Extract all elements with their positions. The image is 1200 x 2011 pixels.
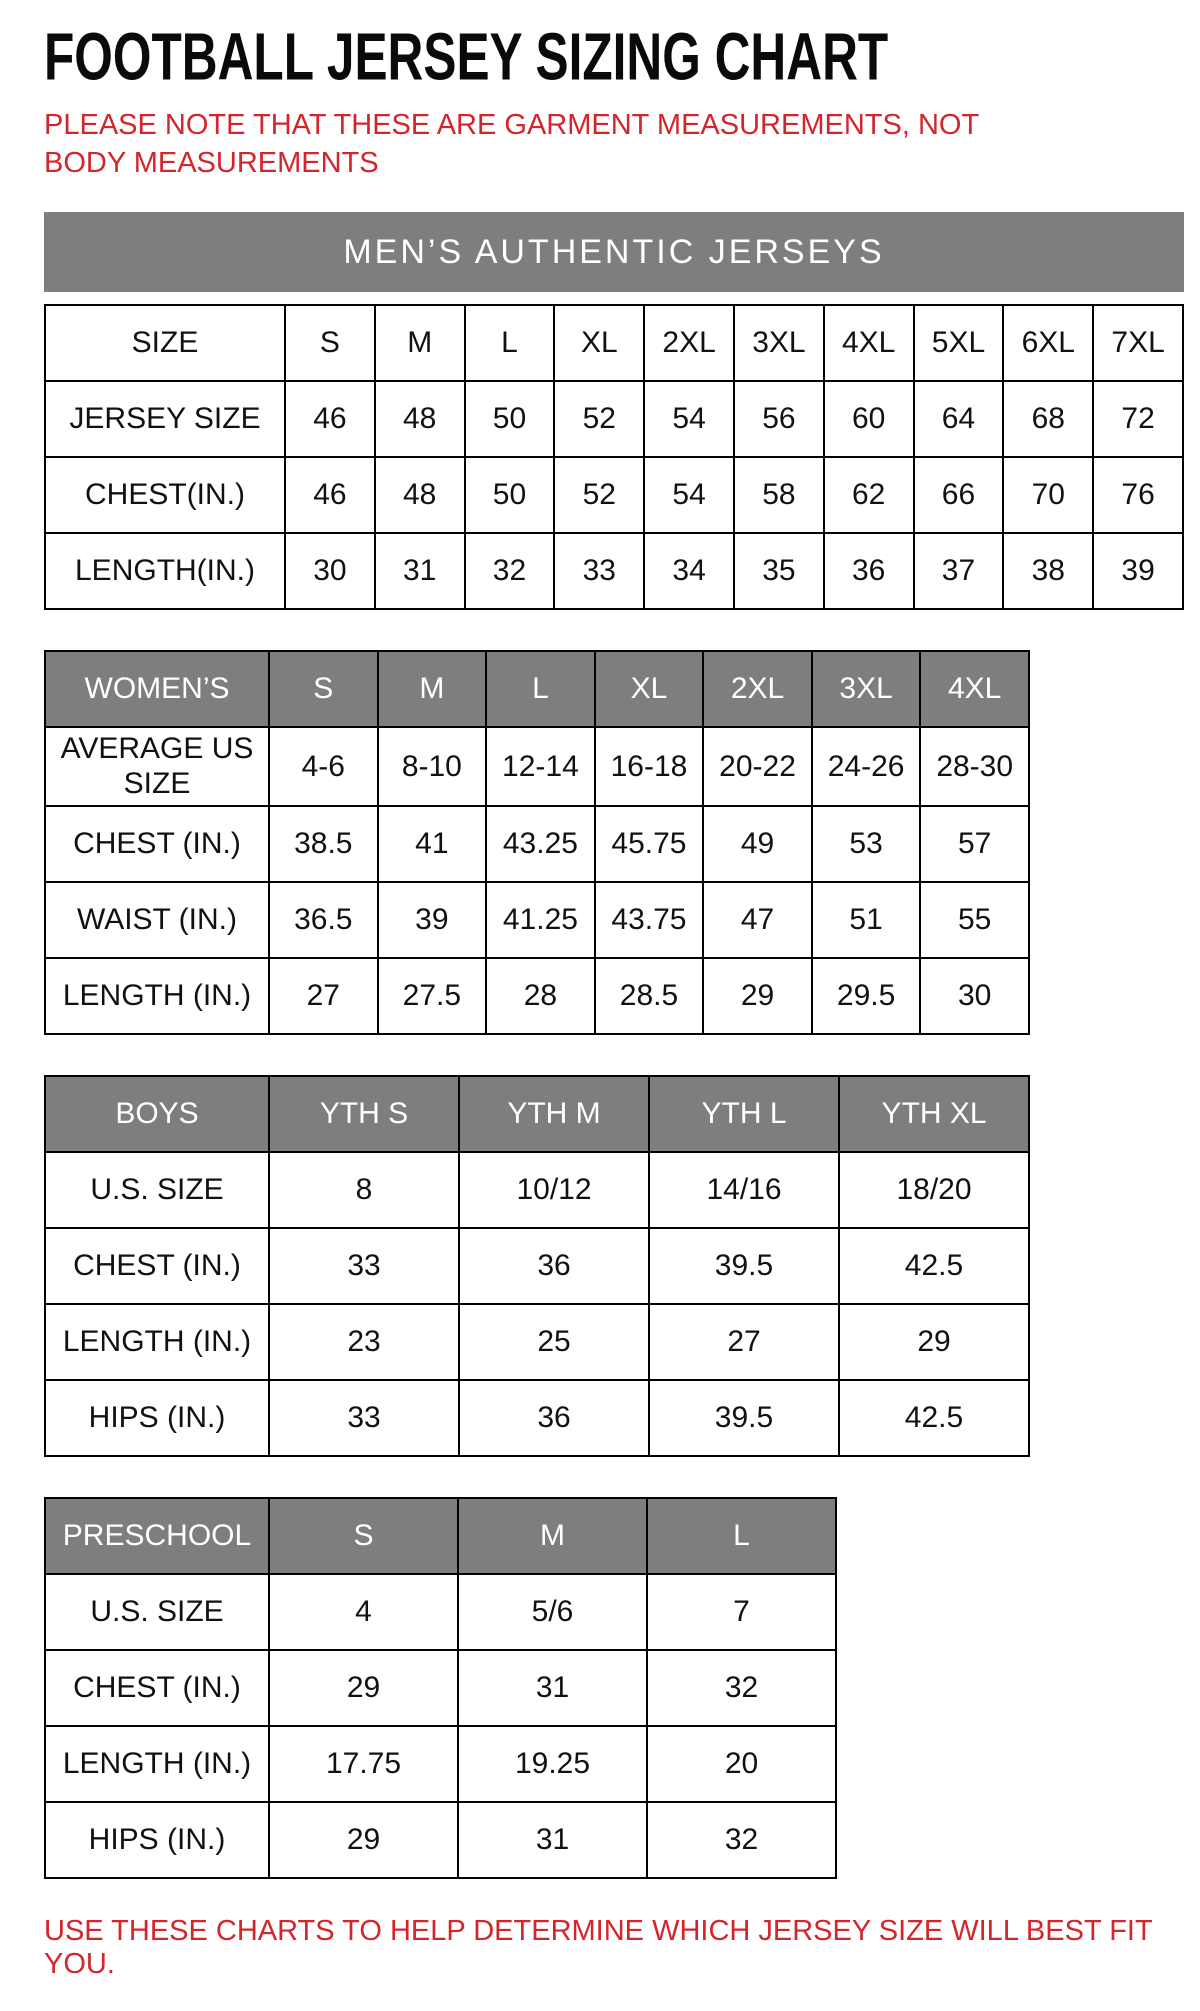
data-cell: 16-18 [595,727,704,806]
row-label-cell: WAIST (IN.) [45,882,269,958]
data-cell: 24-26 [812,727,921,806]
data-cell: 33 [554,533,644,609]
size-header-cell: 3XL [734,305,824,381]
data-cell: 23 [269,1304,459,1380]
data-cell: 42.5 [839,1228,1029,1304]
data-cell: 50 [465,381,555,457]
data-cell: 34 [644,533,734,609]
row-label-cell: LENGTH (IN.) [45,958,269,1034]
data-cell: 30 [285,533,375,609]
size-header-cell: 3XL [812,651,921,727]
data-cell: 39 [1093,533,1183,609]
data-cell: 46 [285,381,375,457]
data-cell: 39 [378,882,487,958]
data-cell: 48 [375,381,465,457]
size-header-cell: YTH L [649,1076,839,1152]
data-cell: 18/20 [839,1152,1029,1228]
data-cell: 70 [1003,457,1093,533]
corner-header-cell: PRESCHOOL [45,1498,269,1574]
table-row [45,1574,836,1650]
data-cell: 62 [824,457,914,533]
table-row [45,1152,1029,1228]
data-cell: 36.5 [269,882,378,958]
data-cell: 48 [375,457,465,533]
size-header-cell: 6XL [1003,305,1093,381]
data-cell: 64 [914,381,1004,457]
data-cell: 27 [649,1304,839,1380]
data-cell: 76 [1093,457,1183,533]
table-row [45,1650,836,1726]
header-row [45,1498,836,1574]
preschool-sizing-table [44,1497,837,1879]
size-header-cell: XL [554,305,644,381]
data-cell: 66 [914,457,1004,533]
size-header-cell: S [269,651,378,727]
size-header-cell: 2XL [644,305,734,381]
data-cell: 19.25 [458,1726,647,1802]
data-cell: 36 [459,1380,649,1456]
row-label-cell: LENGTH (IN.) [45,1726,269,1802]
table-row [45,457,1183,533]
data-cell: 56 [734,381,824,457]
data-cell: 17.75 [269,1726,458,1802]
womens-sizing-table [44,650,1030,1035]
data-cell: 29 [269,1650,458,1726]
table-row [45,958,1029,1034]
row-label-cell: U.S. SIZE [45,1574,269,1650]
data-cell: 49 [703,806,812,882]
data-cell: 60 [824,381,914,457]
data-cell: 47 [703,882,812,958]
data-cell: 46 [285,457,375,533]
data-cell: 38 [1003,533,1093,609]
size-header-cell: 7XL [1093,305,1183,381]
size-header-cell: M [375,305,465,381]
measurement-note: PLEASE NOTE THAT THESE ARE GARMENT MEASUREMENTS, NOT BODY MEASUREMENTS [44,109,979,179]
data-cell: 31 [375,533,465,609]
data-cell: 31 [458,1802,647,1878]
data-cell: 36 [824,533,914,609]
data-cell: 4-6 [269,727,378,806]
data-cell: 53 [812,806,921,882]
table-row [45,1380,1029,1456]
data-cell: 52 [554,457,644,533]
data-cell: 35 [734,533,824,609]
header-row [45,651,1029,727]
table-row [45,381,1183,457]
data-cell: 28 [486,958,595,1034]
data-cell: 54 [644,381,734,457]
size-header-cell: YTH S [269,1076,459,1152]
data-cell: 37 [914,533,1004,609]
data-cell: 72 [1093,381,1183,457]
row-label-cell: CHEST (IN.) [45,1228,269,1304]
boys-sizing-table [44,1075,1030,1457]
corner-header-cell: BOYS [45,1076,269,1152]
data-cell: 20 [647,1726,836,1802]
data-cell: 43.75 [595,882,704,958]
row-label-cell: U.S. SIZE [45,1152,269,1228]
data-cell: 8-10 [378,727,487,806]
data-cell: 27 [269,958,378,1034]
row-label-cell: HIPS (IN.) [45,1380,269,1456]
table-row [45,533,1183,609]
size-header-cell: 2XL [703,651,812,727]
data-cell: 31 [458,1650,647,1726]
data-cell: 58 [734,457,824,533]
preschool-table-section [44,1497,1170,1879]
data-cell: 29 [703,958,812,1034]
data-cell: 39.5 [649,1380,839,1456]
size-header-cell: M [458,1498,647,1574]
table-row [45,882,1029,958]
data-cell: 54 [644,457,734,533]
data-cell: 57 [920,806,1029,882]
table-row [45,727,1029,806]
row-label-cell: LENGTH (IN.) [45,1304,269,1380]
footer-note: USE THESE CHARTS TO HELP DETERMINE WHICH JERSEY SIZE WILL BEST FIT YOU. [44,1915,1153,1981]
table-row [45,1802,836,1878]
row-label-cell: CHEST (IN.) [45,1650,269,1726]
corner-header-cell: WOMEN’S [45,651,269,727]
data-cell: 29.5 [812,958,921,1034]
size-header-cell: L [647,1498,836,1574]
data-cell: 32 [647,1802,836,1878]
data-cell: 45.75 [595,806,704,882]
table-row [45,1726,836,1802]
corner-header-cell: SIZE [45,305,285,381]
row-label-cell: AVERAGE US SIZE [45,727,269,806]
data-cell: 20-22 [703,727,812,806]
data-cell: 42.5 [839,1380,1029,1456]
data-cell: 33 [269,1380,459,1456]
size-header-cell: YTH XL [839,1076,1029,1152]
data-cell: 32 [465,533,555,609]
data-cell: 5/6 [458,1574,647,1650]
womens-table-section [44,650,1170,1035]
data-cell: 27.5 [378,958,487,1034]
mens-sizing-table [44,304,1184,610]
data-cell: 41 [378,806,487,882]
data-cell: 32 [647,1650,836,1726]
mens-table-section [44,212,1170,610]
size-header-cell: L [486,651,595,727]
size-header-cell: L [465,305,555,381]
data-cell: 29 [269,1802,458,1878]
data-cell: 38.5 [269,806,378,882]
data-cell: 68 [1003,381,1093,457]
table-row [45,1304,1029,1380]
data-cell: 43.25 [486,806,595,882]
data-cell: 52 [554,381,644,457]
data-cell: 12-14 [486,727,595,806]
data-cell: 55 [920,882,1029,958]
data-cell: 28-30 [920,727,1029,806]
data-cell: 51 [812,882,921,958]
header-row [45,1076,1029,1152]
row-label-cell: CHEST (IN.) [45,806,269,882]
data-cell: 28.5 [595,958,704,1034]
boys-table-section [44,1075,1170,1457]
row-label-cell: JERSEY SIZE [45,381,285,457]
data-cell: 41.25 [486,882,595,958]
data-cell: 50 [465,457,555,533]
data-cell: 7 [647,1574,836,1650]
row-label-cell: CHEST(IN.) [45,457,285,533]
data-cell: 30 [920,958,1029,1034]
table-row [45,1228,1029,1304]
data-cell: 10/12 [459,1152,649,1228]
size-header-cell: 4XL [824,305,914,381]
data-cell: 4 [269,1574,458,1650]
size-header-cell: YTH M [459,1076,649,1152]
data-cell: 25 [459,1304,649,1380]
row-label-cell: LENGTH(IN.) [45,533,285,609]
data-cell: 39.5 [649,1228,839,1304]
data-cell: 29 [839,1304,1029,1380]
data-cell: 36 [459,1228,649,1304]
page-title: FOOTBALL JERSEY SIZING CHART [44,20,889,95]
size-header-cell: 4XL [920,651,1029,727]
data-cell: 8 [269,1152,459,1228]
row-label-cell: HIPS (IN.) [45,1802,269,1878]
size-header-cell: M [378,651,487,727]
size-header-cell: S [269,1498,458,1574]
size-header-cell: XL [595,651,704,727]
mens-table-banner: MEN’S AUTHENTIC JERSEYS [44,212,1184,292]
table-row [45,806,1029,882]
data-cell: 33 [269,1228,459,1304]
size-header-cell: S [285,305,375,381]
size-header-cell: 5XL [914,305,1004,381]
header-row [45,305,1183,381]
data-cell: 14/16 [649,1152,839,1228]
